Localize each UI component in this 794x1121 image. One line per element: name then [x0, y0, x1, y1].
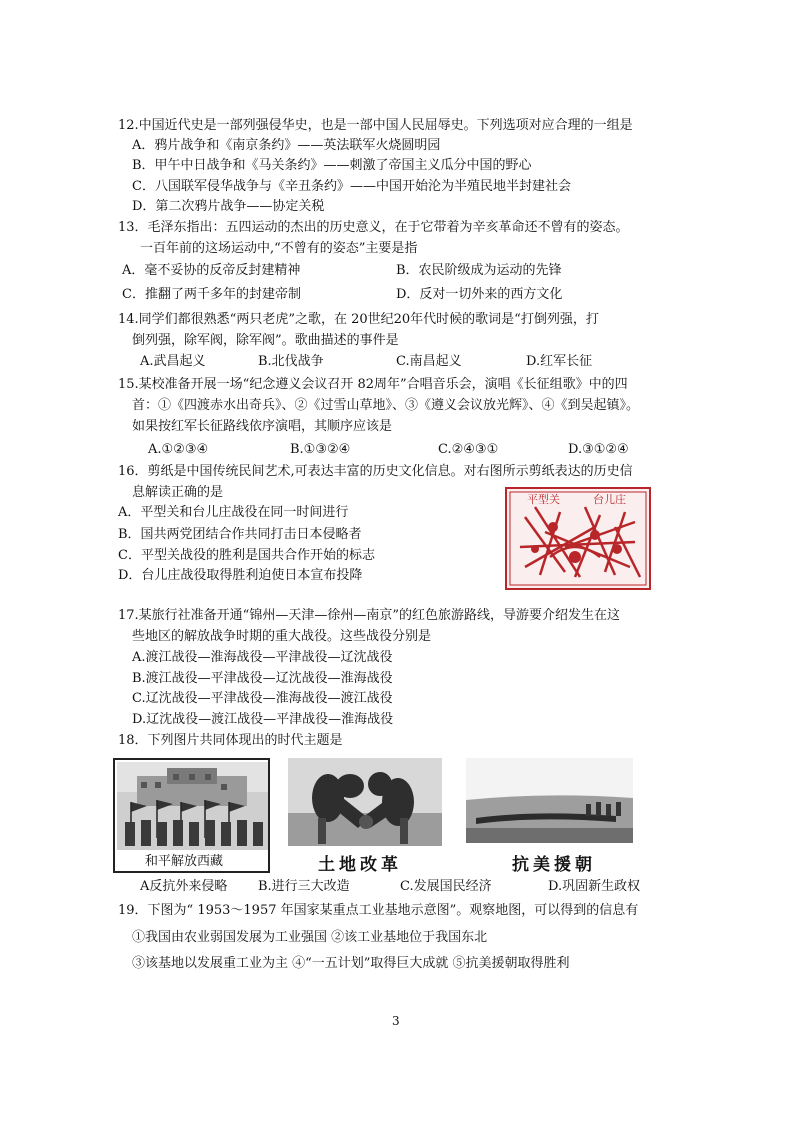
q12-stem: 12.中国近代史是一部列强侵华史，也是一部中国人民屈辱史。下列选项对应合理的一组是: [118, 118, 633, 133]
q18-option-a: A反抗外来侵略: [140, 879, 228, 894]
q15-option-b: B.①③②④: [290, 442, 351, 457]
q19-stem: 19．下图为“ 1953～1957 年国家某重点工业基地示意图”。观察地图，可以得到的信息有: [118, 903, 639, 918]
q15-stem-line3: 如果按红军长征路线依序演唱，其顺序应该是: [132, 419, 393, 434]
q16-stem-line2: 息解读正确的是: [132, 485, 224, 500]
land-reform-caption: 土地改革: [318, 855, 402, 875]
q19-statements-line1: ①我国由农业弱国发展为工业强国 ②该工业基地位于我国东北: [132, 930, 488, 945]
q16-stem-line1: 16．剪纸是中国传统民间艺术,可表达丰富的历史文化信息。对右图所示剪纸表达的历史信: [118, 464, 633, 479]
q14-option-c: C.南昌起义: [396, 354, 462, 369]
q18-stem: 18．下列图片共同体现出的时代主题是: [118, 733, 343, 748]
q13-option-d: D．反对一切外来的西方文化: [396, 287, 563, 302]
tibet-photo-frame: [113, 758, 270, 873]
q14-stem-line1: 14.同学们都很熟悉“两只老虎”之歌，在 20世纪20年代时候的歌词是“打倒列强，打: [118, 312, 599, 327]
q17-option-c: C.辽沈战役—平津战役—淮海战役—渡江战役: [132, 691, 393, 706]
q18-option-c: C.发展国民经济: [400, 879, 492, 894]
q17-option-b: B.渡江战役—平津战役—辽沈战役—淮海战役: [132, 671, 393, 686]
q16-option-c: C．平型关战役的胜利是国共合作开始的标志: [118, 548, 375, 563]
papercut-image: [505, 487, 651, 590]
q16-option-d: D．台儿庄战役取得胜利迫使日本宣布投降: [118, 568, 363, 583]
q15-option-c: C.②④③①: [438, 442, 499, 457]
q13-option-a: A．毫不妥协的反帝反封建精神: [122, 263, 301, 278]
q12-option-a: A．鸦片战争和《南京条约》——英法联军火烧圆明园: [132, 138, 441, 153]
q18-option-d: D.巩固新生政权: [548, 879, 641, 894]
q13-option-b: B．农民阶级成为运动的先锋: [396, 263, 562, 278]
q15-option-d: D.③①②④: [568, 442, 629, 457]
q15-stem-line1: 15.某校准备开展一场“纪念遵义会议召开 82周年”合唱音乐会，演唱《长征组歌》中的四: [118, 377, 628, 392]
q17-option-d: D.辽沈战役—渡江战役—平津战役—淮海战役: [132, 712, 394, 727]
korea-photo: [466, 758, 633, 843]
papercut-label-left: 平型关: [527, 493, 560, 506]
q17-option-a: A.渡江战役—淮海战役—平津战役—辽沈战役: [132, 650, 393, 665]
q16-option-b: B．国共两党团结合作共同打击日本侵略者: [118, 527, 362, 542]
q17-stem-line2: 些地区的解放战争时期的重大战役。这些战役分别是: [132, 629, 432, 644]
papercut-label-right: 台儿庄: [593, 493, 626, 506]
q12-option-c: C．八国联军侵华战争与《辛丑条约》——中国开始沦为半殖民地半封建社会: [132, 179, 571, 194]
q15-stem-line2: 首：①《四渡赤水出奇兵》、②《过雪山草地》、③《遵义会议放光辉》、④《到吴起镇》。: [132, 398, 640, 413]
land-reform-photo: [288, 758, 442, 846]
q14-stem-line2: 倒列强，除军阀，除军阀”。歌曲描述的事件是: [132, 333, 399, 348]
korea-caption: 抗美援朝: [512, 855, 596, 875]
tibet-photo: [117, 762, 270, 850]
q13-stem-line2: 一百年前的这场运动中,“不曾有的姿态”主要是指: [140, 241, 418, 256]
tibet-caption: 和平解放西藏: [145, 854, 224, 869]
q14-option-b: B.北伐战争: [258, 354, 324, 369]
q18-option-b: B.进行三大改造: [258, 879, 350, 894]
q19-statements-line2: ③该基地以发展重工业为主 ④“一五计划”取得巨大成就 ⑤抗美援朝取得胜利: [132, 956, 570, 971]
q14-option-a: A.武昌起义: [140, 354, 206, 369]
q12-option-d: D．第二次鸦片战争——协定关税: [132, 199, 325, 214]
q14-option-d: D.红军长征: [526, 354, 593, 369]
q13-stem-line1: 13．毛泽东指出：五四运动的杰出的历史意义，在于它带着为辛亥革命还不曾有的姿态。: [118, 220, 629, 235]
page-number: 3: [392, 1014, 400, 1028]
q16-option-a: A．平型关和台儿庄战役在同一时间进行: [118, 505, 349, 520]
q12-option-b: B．甲午中日战争和《马关条约》——刺激了帝国主义瓜分中国的野心: [132, 158, 532, 173]
q17-stem-line1: 17.某旅行社准备开通“锦州—天津—徐州—南京”的红色旅游路线，导游要介绍发生在这: [118, 608, 620, 623]
q15-option-a: A.①②③④: [148, 442, 209, 457]
q13-option-c: C．推翻了两千多年的封建帝制: [122, 287, 301, 302]
